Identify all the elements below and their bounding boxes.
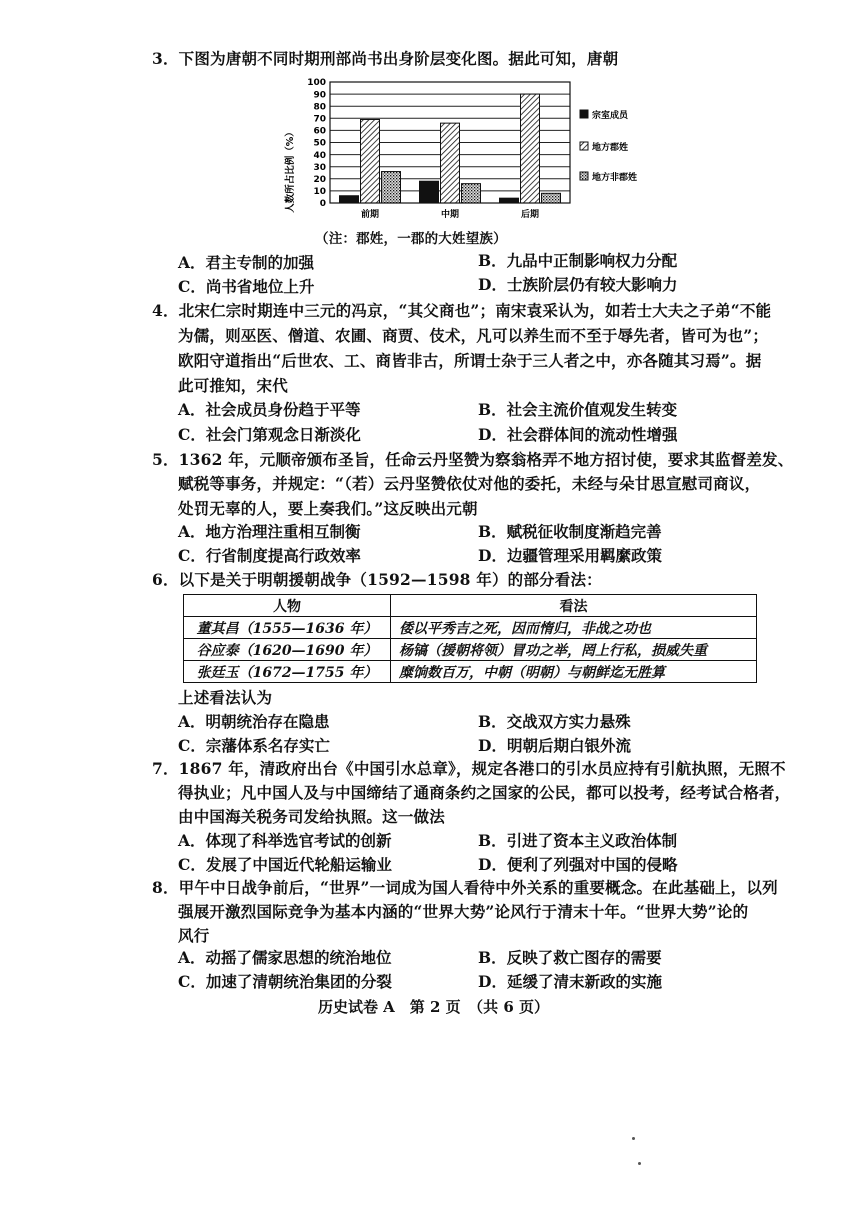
- q4-option-b[interactable]: B．社会主流价值观发生转变: [478, 400, 678, 419]
- chart-legend: [580, 109, 637, 183]
- q5-option-c[interactable]: C．行省制度提高行政效率: [178, 546, 361, 565]
- q6-option-b[interactable]: B．交战双方实力悬殊: [478, 712, 631, 731]
- q5-line-1: 5．1362 年，元顺帝颁布圣旨，任命云丹坚赞为察翁格弄不地方招讨使，要求其监督差发、: [152, 450, 794, 469]
- q4-option-a[interactable]: A．社会成员身份趋于平等: [178, 400, 361, 419]
- scan-speck: [632, 1137, 635, 1140]
- chart-bar: [420, 181, 439, 203]
- chart-y-tick-label: 80: [313, 102, 326, 113]
- q7-line-1: 7．1867 年，清政府出台《中国引水总章》，规定各港口的引水员应持有引航执照，无照不: [152, 759, 786, 778]
- chart-bar: [500, 198, 519, 203]
- q3-bar-chart: [282, 76, 662, 246]
- q3-note: （注：郡姓，一郡的大姓望族）: [315, 231, 507, 247]
- scan-speck: [638, 1162, 641, 1165]
- q7-line-3: 由中国海关税务司发给执照。这一做法: [178, 807, 445, 826]
- chart-bar: [340, 196, 359, 203]
- q8-option-c[interactable]: C．加速了清朝统治集团的分裂: [178, 972, 392, 991]
- q8-option-d[interactable]: D．延缓了清末新政的实施: [478, 972, 662, 991]
- chart-bar: [521, 94, 540, 203]
- q3-option-a[interactable]: A．君主专制的加强: [178, 253, 315, 272]
- chart-legend-label: 宗室成员: [592, 111, 629, 121]
- table-header-person: 人物: [184, 595, 391, 617]
- q4-line-3: 欧阳守道指出“后世农、工、商皆非古，所谓士杂于三人者之中，亦各随其习焉”。据: [178, 351, 762, 370]
- q8-line-1: 8．甲午中日战争前后，“世界”一词成为国人看待中外关系的重要概念。在此基础上，以列: [152, 878, 778, 897]
- q7-option-c[interactable]: C．发展了中国近代轮船运输业: [178, 855, 392, 874]
- chart-y-tick-label: 90: [313, 90, 326, 101]
- page-footer: 历史试卷 A 第 2 页 （共 6 页）: [317, 998, 550, 1016]
- chart-legend-swatch: [580, 110, 588, 118]
- table-row: [184, 639, 757, 661]
- q7-option-b[interactable]: B．引进了资本主义政治体制: [478, 831, 678, 850]
- chart-bar: [382, 172, 401, 203]
- q6-views-table: [183, 594, 757, 683]
- chart-y-tick-label: 40: [313, 150, 326, 161]
- q3-option-b[interactable]: B．九品中正制影响权力分配: [478, 251, 678, 270]
- q7-option-a[interactable]: A．体现了科举选官考试的创新: [178, 831, 392, 850]
- chart-y-tick-label: 30: [313, 162, 326, 173]
- chart-x-tick-label: 前期: [360, 210, 380, 220]
- chart-y-tick-label: 50: [313, 138, 326, 149]
- chart-legend-label: 地方非郡姓: [592, 173, 638, 183]
- chart-legend-swatch: [580, 142, 588, 150]
- q4-option-d[interactable]: D．社会群体间的流动性增强: [478, 425, 678, 444]
- chart-bar: [361, 120, 380, 203]
- q6-option-d[interactable]: D．明朝后期白银外流: [478, 736, 631, 755]
- q4-line-1: 4．北宋仁宗时期连中三元的冯京，“其父商也”；南宋袁采认为，如若士大夫之子弟“不能: [152, 301, 772, 320]
- q4-line-2: 为儒，则巫医、僧道、农圃、商贾、伎术，凡可以养生而不至于辱先者，皆可为也”；: [178, 326, 769, 345]
- table-row: [184, 617, 757, 639]
- chart-y-tick-label: 100: [307, 78, 326, 89]
- q6-option-c[interactable]: C．宗藩体系名存实亡: [178, 736, 330, 755]
- table-cell-person: 董其昌（1555—1636 年）: [184, 617, 391, 639]
- table-cell-person: 张廷玉（1672—1755 年）: [184, 661, 391, 683]
- q5-option-d[interactable]: D．边疆管理采用羁縻政策: [478, 546, 662, 565]
- chart-bars: [340, 94, 561, 203]
- q8-option-a[interactable]: A．动摇了儒家思想的统治地位: [178, 948, 392, 967]
- chart-y-tick-label: 70: [313, 114, 326, 125]
- table-cell-view: 倭以平秀吉之死，因而惰归，非战之功也: [391, 617, 757, 639]
- chart-bar: [441, 123, 460, 203]
- chart-legend-swatch: [580, 172, 588, 180]
- table-cell-view: 糜饷数百万，中朝（明朝）与朝鲜迄无胜算: [391, 661, 757, 683]
- q8-line-3: 风行: [178, 926, 210, 945]
- table-header-row: [184, 595, 757, 617]
- q5-option-b[interactable]: B．赋税征收制度渐趋完善: [478, 522, 662, 541]
- chart-y-axis-label: 人数所占比例（%）: [285, 127, 296, 213]
- chart-legend-label: 地方郡姓: [592, 143, 629, 153]
- q3-option-c[interactable]: C．尚书省地位上升: [178, 277, 315, 296]
- table-cell-person: 谷应泰（1620—1690 年）: [184, 639, 391, 661]
- chart-bar: [542, 193, 561, 203]
- q8-option-b[interactable]: B．反映了救亡图存的需要: [478, 948, 662, 967]
- table-header-view: 看法: [391, 595, 757, 617]
- q8-line-2: 强展开激烈国际竞争为基本内涵的“世界大势”论风行于清末十年。“世界大势”论的: [178, 902, 749, 921]
- table-row: [184, 661, 757, 683]
- q5-option-a[interactable]: A．地方治理注重相互制衡: [178, 522, 361, 541]
- chart-y-tick-label: 0: [319, 199, 326, 210]
- q3-stem: 3．下图为唐朝不同时期刑部尚书出身阶层变化图。据此可知，唐朝: [152, 49, 619, 68]
- q7-option-d[interactable]: D．便利了列强对中国的侵略: [478, 855, 678, 874]
- q5-line-2: 赋税等事务，并规定：“（若）云丹坚赞依仗对他的委托，未经与朵甘思宣慰司商议，: [178, 474, 761, 493]
- chart-y-tick-label: 20: [313, 175, 326, 185]
- chart-x-tick-label: 中期: [440, 210, 460, 220]
- q3-option-d[interactable]: D．士族阶层仍有较大影响力: [478, 275, 678, 294]
- q6-stem: 6．以下是关于明朝援朝战争（1592—1598 年）的部分看法：: [152, 570, 602, 589]
- q4-option-c[interactable]: C．社会门第观念日渐淡化: [178, 425, 361, 444]
- q7-line-2: 得执业；凡中国人及与中国缔结了通商条约之国家的公民，都可以投考，经考试合格者，: [178, 783, 791, 802]
- q4-line-4: 此可推知，宋代: [178, 376, 288, 395]
- q6-option-a[interactable]: A．明朝统治存在隐患: [178, 712, 330, 731]
- q5-line-3: 处罚无辜的人，要上奏我们。”这反映出元朝: [178, 499, 478, 518]
- chart-y-tick-label: 60: [313, 126, 326, 137]
- chart-x-tick-label: 后期: [520, 210, 540, 220]
- chart-y-tick-label: 10: [313, 187, 326, 198]
- q6-after: 上述看法认为: [178, 688, 273, 707]
- table-cell-view: 杨镐（援朝将领）冒功之举，罔上行私，损威失重: [391, 639, 757, 661]
- chart-bar: [462, 184, 481, 203]
